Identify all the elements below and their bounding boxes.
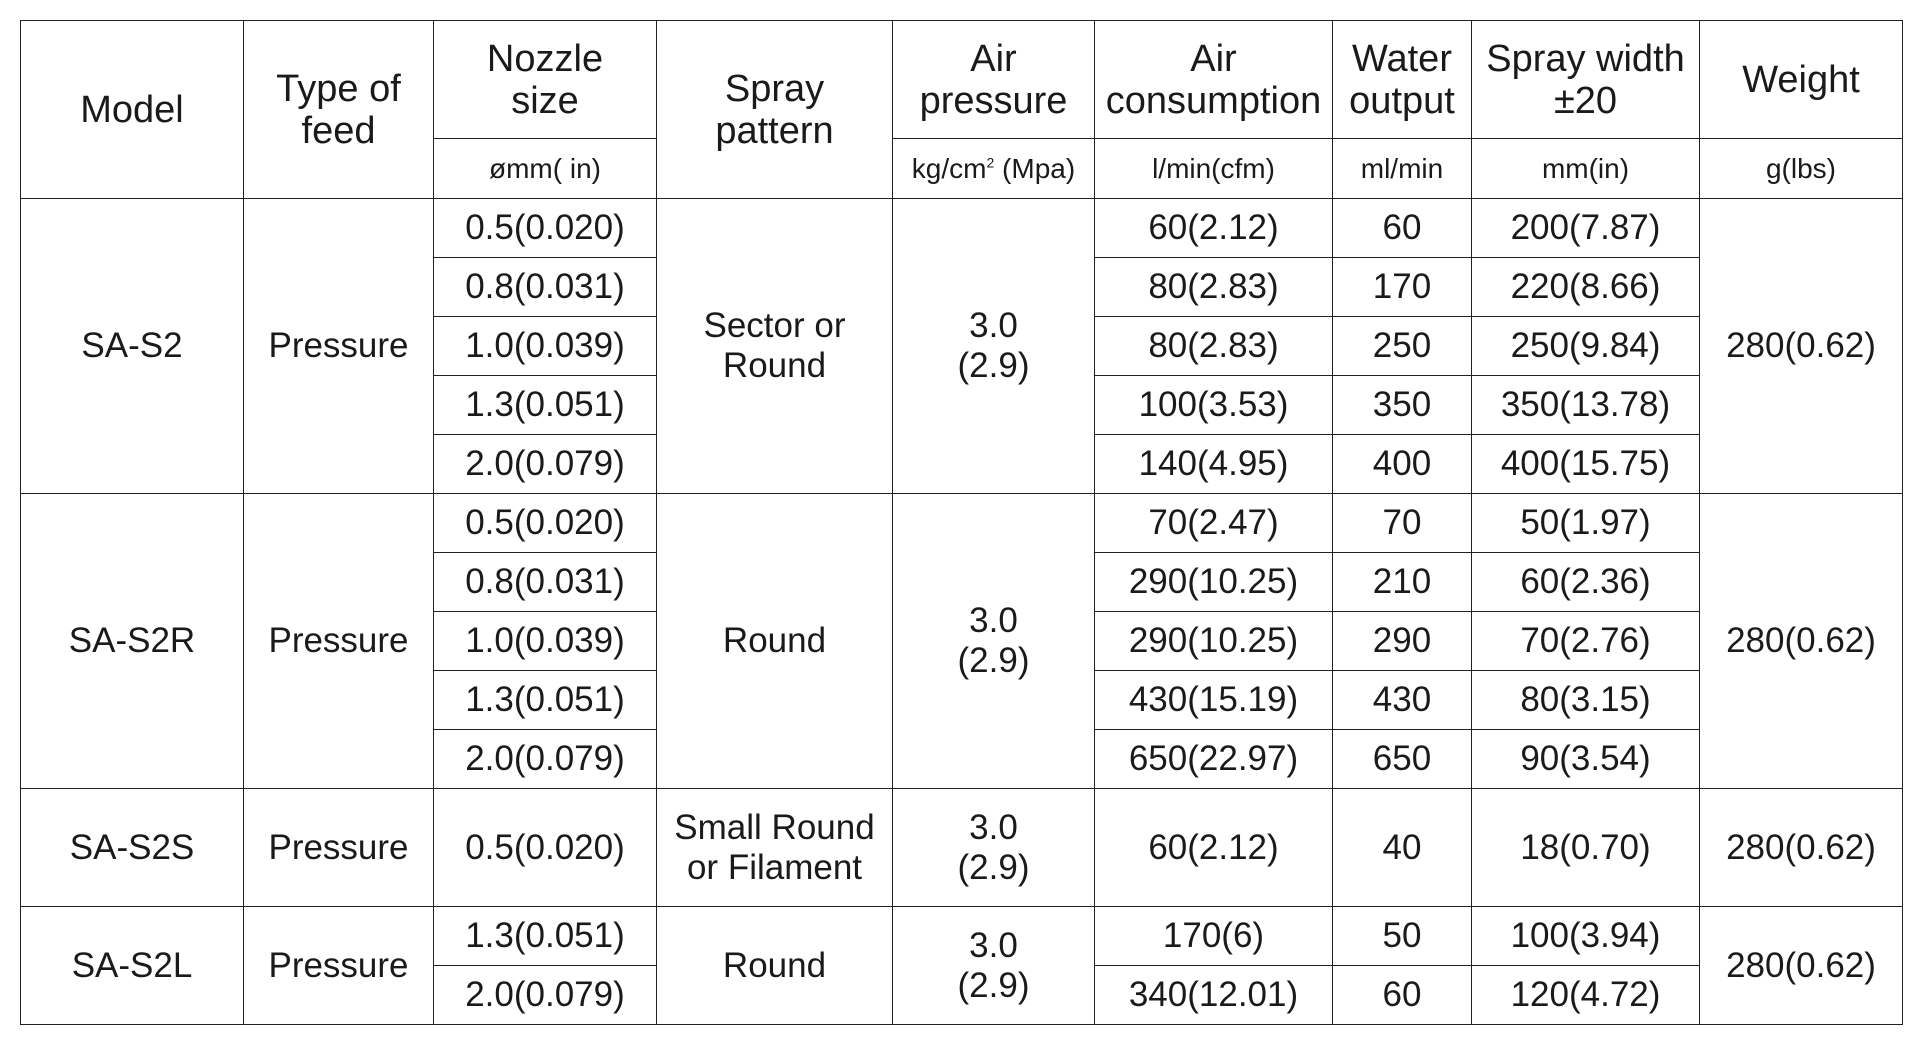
- table-row: [21, 494, 1903, 553]
- nozzle-value: 2.0(0.079): [465, 739, 625, 778]
- unit-consumption-label: l/min(cfm): [1152, 152, 1275, 184]
- consumption-value: 290(10.25): [1128, 621, 1299, 660]
- cell-width: [1472, 258, 1700, 317]
- cell-water: [1333, 730, 1472, 789]
- pressure-line1: 3.0: [969, 601, 1018, 640]
- unit-weight-label: g(lbs): [1765, 152, 1836, 184]
- cell-feed: [244, 907, 434, 1025]
- cell-model: [21, 789, 244, 907]
- cell-width: [1472, 376, 1700, 435]
- nozzle-value: 2.0(0.079): [465, 444, 625, 483]
- cell-width: [1472, 907, 1700, 966]
- pattern-line1: Round: [722, 621, 827, 660]
- weight-value: 280(0.62): [1726, 827, 1876, 867]
- unit-pressure-sup: 2: [986, 154, 995, 171]
- header-nozzle: [434, 21, 657, 139]
- width-value: 100(3.94): [1510, 916, 1661, 955]
- pressure-line1: 3.0: [969, 925, 1018, 965]
- cell-width: [1472, 494, 1700, 553]
- cell-nozzle: [434, 494, 657, 553]
- water-value: 170: [1372, 267, 1432, 306]
- nozzle-value: 1.0(0.039): [465, 326, 625, 365]
- header-weight: [1700, 21, 1903, 139]
- consumption-value: 80(2.83): [1148, 267, 1279, 306]
- weight-value: 280(0.62): [1726, 621, 1876, 660]
- water-value: 210: [1372, 562, 1432, 601]
- unit-water-label: ml/min: [1360, 152, 1444, 184]
- nozzle-value: 2.0(0.079): [465, 975, 625, 1014]
- header-feed: [244, 21, 434, 199]
- unit-consumption: [1095, 139, 1333, 199]
- nozzle-value: 1.3(0.051): [465, 916, 625, 955]
- header-pattern-line2: pattern: [715, 109, 834, 152]
- pressure-line2: (2.9): [957, 346, 1030, 385]
- feed-value: Pressure: [268, 945, 409, 985]
- cell-consumption: [1095, 435, 1333, 494]
- header-nozzle-line1: Nozzle: [486, 37, 604, 80]
- width-value: 350(13.78): [1500, 385, 1671, 424]
- cell-width: [1472, 435, 1700, 494]
- pattern-line1: Sector or: [703, 306, 846, 345]
- cell-consumption: [1095, 966, 1333, 1025]
- cell-consumption: [1095, 258, 1333, 317]
- pattern-line2: or Filament: [686, 847, 863, 887]
- consumption-value: 290(10.25): [1128, 562, 1299, 601]
- cell-pressure: [893, 494, 1095, 789]
- table-row: [21, 907, 1903, 966]
- unit-width: [1472, 139, 1700, 199]
- header-width: [1472, 21, 1700, 139]
- consumption-value: 70(2.47): [1148, 503, 1279, 542]
- cell-water: [1333, 671, 1472, 730]
- cell-water: [1333, 435, 1472, 494]
- consumption-value: 650(22.97): [1128, 739, 1299, 778]
- width-value: 50(1.97): [1520, 503, 1651, 542]
- cell-water: [1333, 553, 1472, 612]
- cell-width: [1472, 199, 1700, 258]
- unit-weight: [1700, 139, 1903, 199]
- header-consumption: [1095, 21, 1333, 139]
- unit-pressure-rest: (Mpa): [994, 152, 1076, 184]
- cell-width: [1472, 671, 1700, 730]
- cell-consumption: [1095, 494, 1333, 553]
- cell-pattern: [657, 907, 893, 1025]
- cell-weight: [1700, 907, 1903, 1025]
- cell-model: [21, 494, 244, 789]
- consumption-value: 140(4.95): [1138, 444, 1289, 483]
- cell-water: [1333, 376, 1472, 435]
- header-pressure-line1: Air: [970, 37, 1017, 80]
- cell-consumption: [1095, 907, 1333, 966]
- unit-water: [1333, 139, 1472, 199]
- width-value: 70(2.76): [1520, 621, 1651, 660]
- unit-pressure-base: kg/cm: [911, 152, 987, 184]
- cell-consumption: [1095, 199, 1333, 258]
- pressure-line2: (2.9): [957, 847, 1030, 887]
- cell-nozzle: [434, 376, 657, 435]
- water-value: 290: [1372, 621, 1432, 660]
- weight-value: 280(0.62): [1726, 326, 1876, 365]
- header-water-line1: Water: [1352, 37, 1452, 80]
- width-value: 80(3.15): [1520, 680, 1651, 719]
- header-consumption-line2: consumption: [1105, 79, 1322, 122]
- header-nozzle-line2: size: [511, 79, 579, 122]
- cell-consumption: [1095, 317, 1333, 376]
- header-weight-label: Weight: [1742, 58, 1860, 101]
- header-pressure: [893, 21, 1095, 139]
- cell-consumption: [1095, 376, 1333, 435]
- cell-width: [1472, 789, 1700, 907]
- spec-body: [21, 199, 1903, 1025]
- water-value: 60: [1382, 208, 1422, 247]
- model-value: SA-S2R: [68, 621, 196, 660]
- cell-nozzle: [434, 435, 657, 494]
- pressure-line1: 3.0: [969, 306, 1018, 345]
- unit-nozzle-label: ømm( in): [489, 152, 601, 184]
- cell-water: [1333, 199, 1472, 258]
- nozzle-value: 0.5(0.020): [465, 503, 625, 542]
- table-row: [21, 789, 1903, 907]
- cell-nozzle: [434, 907, 657, 966]
- water-value: 400: [1372, 444, 1432, 483]
- unit-pressure: [893, 139, 1095, 199]
- width-value: 250(9.84): [1510, 326, 1661, 365]
- cell-nozzle: [434, 789, 657, 907]
- pattern-line1: Round: [722, 945, 827, 985]
- cell-nozzle: [434, 671, 657, 730]
- cell-feed: [244, 789, 434, 907]
- width-value: 90(3.54): [1520, 739, 1651, 778]
- cell-pattern: [657, 199, 893, 494]
- header-pattern: [657, 21, 893, 199]
- cell-water: [1333, 966, 1472, 1025]
- cell-feed: [244, 494, 434, 789]
- cell-consumption: [1095, 612, 1333, 671]
- cell-width: [1472, 317, 1700, 376]
- cell-weight: [1700, 199, 1903, 494]
- water-value: 50: [1382, 916, 1422, 955]
- header-pressure-line2: pressure: [919, 79, 1068, 122]
- consumption-value: 430(15.19): [1128, 680, 1299, 719]
- width-value: 120(4.72): [1510, 975, 1661, 1014]
- water-value: 40: [1382, 827, 1422, 867]
- water-value: 70: [1382, 503, 1422, 542]
- cell-width: [1472, 612, 1700, 671]
- header-consumption-line1: Air: [1190, 37, 1237, 80]
- cell-width: [1472, 966, 1700, 1025]
- cell-pattern: [657, 789, 893, 907]
- consumption-value: 170(6): [1162, 916, 1265, 955]
- cell-water: [1333, 612, 1472, 671]
- cell-nozzle: [434, 553, 657, 612]
- header-width-line1: Spray width: [1486, 37, 1685, 80]
- cell-nozzle: [434, 317, 657, 376]
- header-width-line2: ±20: [1553, 79, 1618, 122]
- feed-value: Pressure: [268, 621, 409, 660]
- header-pattern-line1: Spray: [724, 67, 825, 110]
- cell-model: [21, 907, 244, 1025]
- nozzle-value: 1.3(0.051): [465, 385, 625, 424]
- cell-water: [1333, 789, 1472, 907]
- cell-water: [1333, 494, 1472, 553]
- header-water: [1333, 21, 1472, 139]
- cell-nozzle: [434, 258, 657, 317]
- cell-pressure: [893, 199, 1095, 494]
- pressure-line2: (2.9): [957, 641, 1030, 680]
- nozzle-value: 1.0(0.039): [465, 621, 625, 660]
- spec-table: [20, 20, 1903, 1025]
- water-value: 350: [1372, 385, 1432, 424]
- consumption-value: 60(2.12): [1148, 827, 1279, 867]
- feed-value: Pressure: [268, 326, 409, 365]
- cell-pressure: [893, 907, 1095, 1025]
- model-value: SA-S2S: [69, 827, 195, 867]
- pattern-line1: Small Round: [674, 807, 875, 847]
- width-value: 400(15.75): [1500, 444, 1671, 483]
- nozzle-value: 0.8(0.031): [465, 562, 625, 601]
- cell-weight: [1700, 494, 1903, 789]
- nozzle-value: 0.8(0.031): [465, 267, 625, 306]
- cell-consumption: [1095, 789, 1333, 907]
- cell-width: [1472, 730, 1700, 789]
- nozzle-value: 0.5(0.020): [465, 827, 625, 867]
- cell-consumption: [1095, 730, 1333, 789]
- cell-water: [1333, 907, 1472, 966]
- water-value: 60: [1382, 975, 1422, 1014]
- cell-consumption: [1095, 671, 1333, 730]
- unit-width-label: mm(in): [1541, 152, 1630, 184]
- header-water-line2: output: [1349, 79, 1455, 122]
- cell-model: [21, 199, 244, 494]
- cell-nozzle: [434, 612, 657, 671]
- width-value: 60(2.36): [1520, 562, 1651, 601]
- nozzle-value: 0.5(0.020): [465, 208, 625, 247]
- cell-water: [1333, 317, 1472, 376]
- unit-nozzle: [434, 139, 657, 199]
- table-row: [21, 199, 1903, 258]
- width-value: 200(7.87): [1510, 208, 1661, 247]
- cell-nozzle: [434, 199, 657, 258]
- header-model-label: Model: [80, 88, 184, 131]
- cell-weight: [1700, 789, 1903, 907]
- water-value: 430: [1372, 680, 1432, 719]
- nozzle-value: 1.3(0.051): [465, 680, 625, 719]
- pressure-line1: 3.0: [969, 807, 1018, 847]
- water-value: 650: [1372, 739, 1432, 778]
- cell-pressure: [893, 789, 1095, 907]
- consumption-value: 100(3.53): [1138, 385, 1289, 424]
- feed-value: Pressure: [268, 827, 409, 867]
- width-value: 220(8.66): [1510, 267, 1661, 306]
- model-value: SA-S2L: [71, 945, 193, 985]
- cell-nozzle: [434, 730, 657, 789]
- header-model: [21, 21, 244, 199]
- width-value: 18(0.70): [1520, 827, 1651, 867]
- consumption-value: 80(2.83): [1148, 326, 1279, 365]
- water-value: 250: [1372, 326, 1432, 365]
- cell-feed: [244, 199, 434, 494]
- weight-value: 280(0.62): [1726, 945, 1876, 985]
- consumption-value: 340(12.01): [1128, 975, 1299, 1014]
- pressure-line2: (2.9): [957, 965, 1030, 1005]
- model-value: SA-S2: [81, 326, 183, 365]
- pattern-line2: Round: [722, 346, 827, 385]
- header-feed-line2: feed: [301, 109, 376, 152]
- cell-water: [1333, 258, 1472, 317]
- consumption-value: 60(2.12): [1148, 208, 1279, 247]
- cell-nozzle: [434, 966, 657, 1025]
- header-feed-line1: Type of: [276, 67, 401, 110]
- cell-width: [1472, 553, 1700, 612]
- cell-consumption: [1095, 553, 1333, 612]
- cell-pattern: [657, 494, 893, 789]
